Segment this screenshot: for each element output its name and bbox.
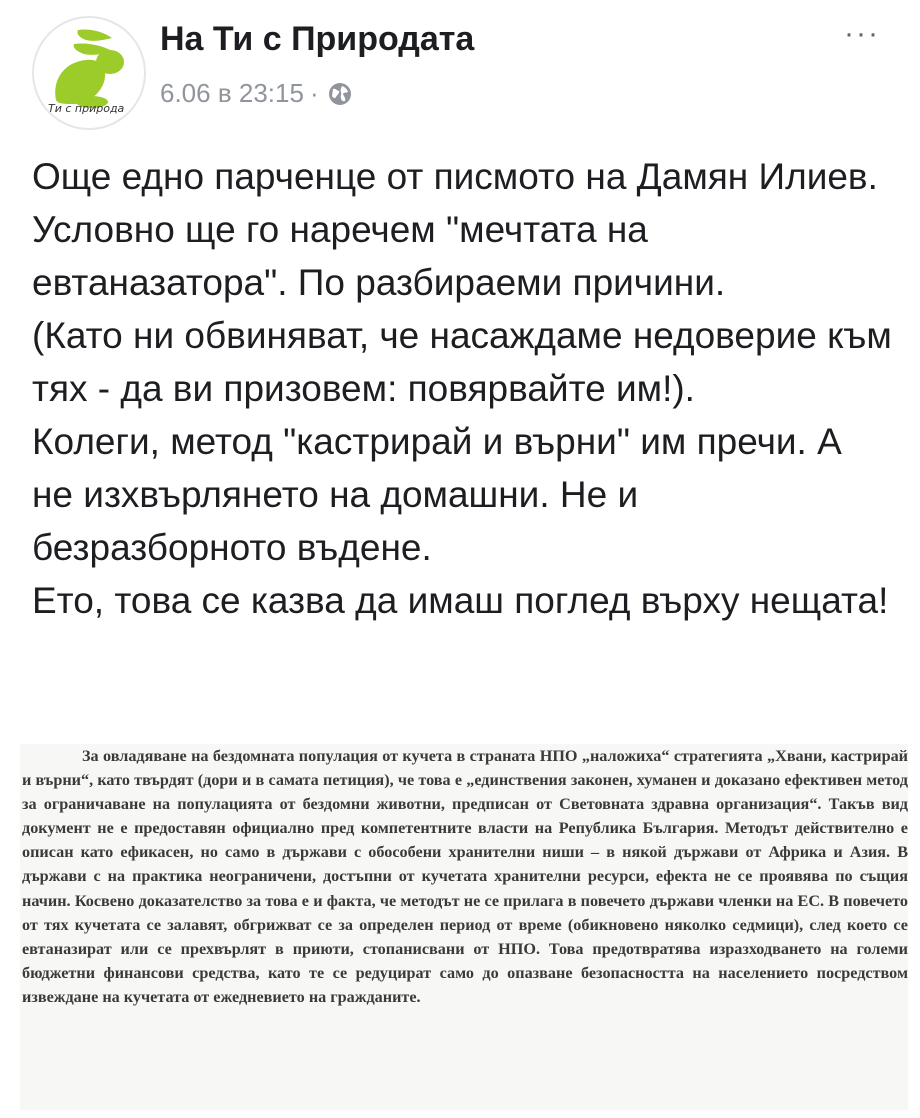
page-name-link[interactable]: На Ти с Природата [160, 20, 475, 58]
document-image [20, 744, 908, 1110]
post-timestamp[interactable]: 6.06 в 23:15 [160, 78, 304, 108]
post-header [0, 0, 920, 130]
globe-icon [327, 81, 353, 107]
page-avatar[interactable] [32, 16, 146, 130]
more-options-button[interactable]: ··· [844, 17, 880, 50]
avatar-text: Ти с природа [48, 102, 125, 115]
post-meta [160, 78, 353, 109]
document-text: За овладяване на бездомната популация от кучета в страната НПО „наложиха“ стратегията „Хвани, кастрирай и върни“, като твърдят (дори и в самата петиция), че това е „единствения законен, хуманен и доказано ефективен метод за ограничаване на популацията от бездомни животни, предписан от Световната здравна организация“. Такъв вид документ не е предоставян официално пред компетентните власти на Република България. Методът действително е описан като ефикасен, но само в държави с обособени хранителни ниши – в някой държави от Африка и Азия. В държави с на практика неограничени, достъпни от кучетата хранителни ресурси, ефекта не се проявява по същия начин. Косвено доказателство за това е и факта, че методът не се прилага в повечето държави членки на ЕС. В повечето от тях кучетата се залавят, обгрижват се за определен период от време (обикновено няколко седмици), след което се евтаназират или се прехвърлят в приюти, стопанисвани от НПО. Това предотвратява изразходването на големи бюджетни финансови средства, като те се редуцират само до опазване безопасността на населението посредством извеждане на кучетата от ежедневието на гражданите. [22, 747, 908, 1006]
post-text: Още едно парченце от писмото на Дамян Илиев. Условно ще го наречем "мечтата на евтаназатора". По разбираеми причини. (Като ни обвиняват, че насаждаме недоверие към тях - да ви призовем: повярвайте им!). Колеги, метод "кастрирай и върни" им пречи. А не изхвърлянето на домашни. Не и безразборното въдене. Ето, това се казва да имаш поглед върху нещата! [32, 156, 892, 621]
meta-separator: · [309, 78, 319, 108]
